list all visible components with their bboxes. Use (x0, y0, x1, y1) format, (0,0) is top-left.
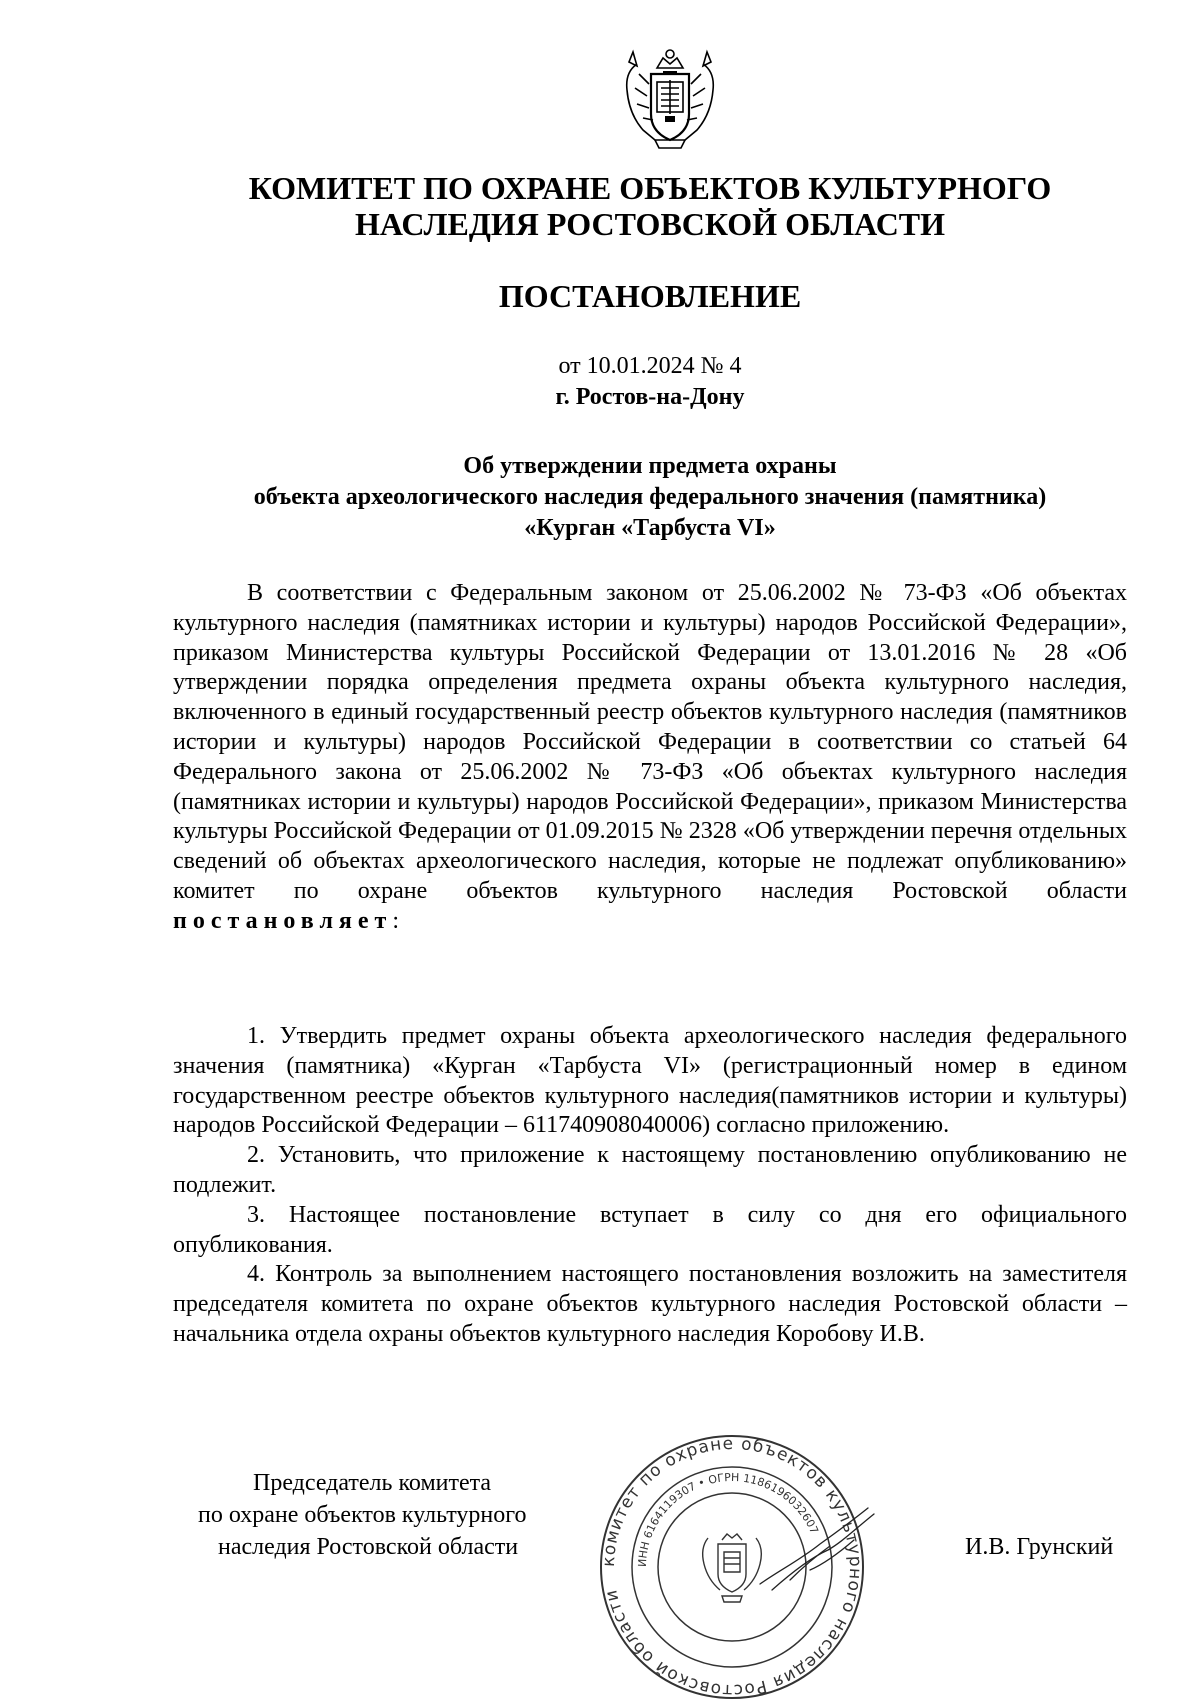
date-and-number: от 10.01.2024 № 4 (558, 353, 742, 379)
stamp-inner-text: ИНН 6164119307 • ОГРН 1186196032607 (635, 1470, 821, 1568)
preamble-text: В соответствии с Федеральным законом от 25.06.2002 № 73-ФЗ «Об объектах культурного наследия (памятниках истории и культуры) народов Российской Федерации», приказом Министерства культуры Российской Федерации от 13.01.2016 № 28 «Об утверждении порядка определения предмета охраны объекта культурного наследия, включенного в единый государственный реестр объектов культурного наследия (памятников истории и культуры) народов Российской Федерации в соответствии со статьей 64 Федерального закона от 25.06.2002 № 73-ФЗ «Об объектах культурного наследия (памятниках истории и культуры) народов Российской Федерации», приказом Министерства культуры Российской Федерации от 01.09.2015 № 2328 «Об утверждении перечня отдельных сведений об объектах археологического наследия, которые не подлежат опубликованию» комитет по охране объектов культурного наследия Ростовской области (173, 580, 1127, 904)
coat-of-arms-icon (619, 44, 721, 150)
resolution-item: 1. Утвердить предмет охраны объекта археологического наследия федерального значения (памятника) «Курган «Тарбуста VI» (регистрационный номер в едином государственном реестре объектов культурного наследия(памятников истории и культуры) народов Российской Федерации – 611740908040006) согласно приложению. (173, 1023, 1127, 1139)
resolution-item: 4. Контроль за выполнением настоящего постановления возложить на заместителя председателя комитета по охране объектов культурного наследия Ростовской области – начальника отдела охраны объектов культурного наследия Коробову И.В. (173, 1261, 1127, 1347)
resolution-item: 3. Настоящее постановление вступает в силу со дня его официального опубликования. (173, 1201, 1127, 1258)
signer-title-line2: по охране объектов культурного (198, 1502, 527, 1528)
subject-line3: «Курган «Тарбуста VI» (524, 515, 776, 541)
preamble (173, 579, 1127, 937)
organization-name-line1: КОМИТЕТ ПО ОХРАНЕ ОБЪЕКТОВ КУЛЬТУРНОГО (248, 170, 1052, 206)
resolution-item: 2. Установить, что приложение к настоящему постановлению опубликованию не подлежит. (173, 1142, 1127, 1198)
organization-name-line2: НАСЛЕДИЯ РОСТОВСКОЙ ОБЛАСТИ (354, 206, 946, 242)
signer-title-line3: наследия Ростовской области (218, 1534, 519, 1560)
stamp-outer-text: комитет по охране объектов культурного наследия Ростовской области (598, 1433, 866, 1701)
resolution-items (173, 1022, 1127, 1350)
signer-title-line1: Председатель комитета (253, 1470, 492, 1496)
preamble-paragraph (173, 579, 1127, 937)
signer-name: И.В. Грунский (965, 1534, 1114, 1560)
handwritten-signature (750, 1500, 880, 1600)
subject-line2: объекта археологического наследия федерального значения (памятника) (253, 484, 1047, 510)
city: г. Ростов-на-Дону (555, 384, 745, 410)
preamble-colon: : (392, 907, 399, 934)
document-type: ПОСТАНОВЛЕНИЕ (498, 278, 802, 314)
resolves-word: постановляет (173, 907, 393, 934)
subject-line1: Об утверждении предмета охраны (463, 453, 837, 479)
